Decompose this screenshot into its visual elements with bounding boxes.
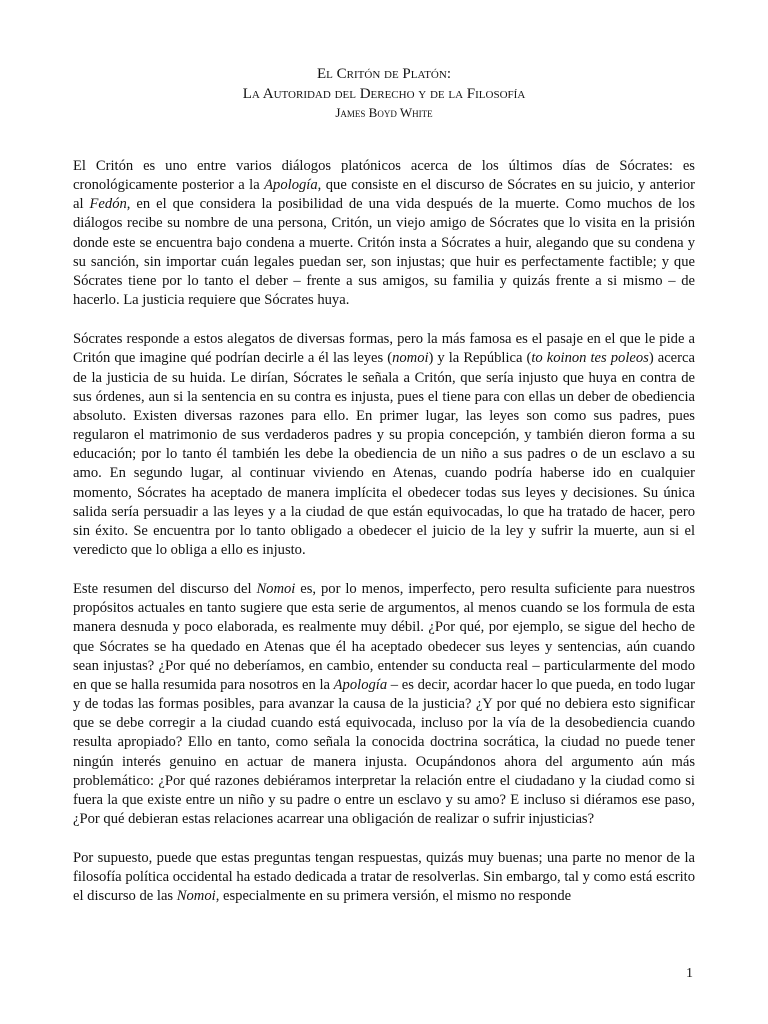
italic-text: Nomoi (176, 888, 216, 905)
text-run: Este resumen del discurso del (73, 581, 257, 598)
italic-text: Apología (264, 177, 318, 194)
document-subtitle: La Autoridad del Derecho y de la Filosofía (242, 86, 526, 102)
text-run: El Critón es uno entre varios diálogos platónicos acerca de los últimos días de Sócrates: es cronológicamente posterior a la (73, 158, 695, 194)
text-run: es, por lo menos, imperfecto, pero resulta suficiente para nuestros propósitos actuales en tanto sugiere que esta serie de argumentos, al menos cuando se los formula de esta manera desnuda y poco elaborada, es realmente muy débil. ¿Por qué, por ejemplo, se sigue del hecho de que Sócrates se ha quedado en Atenas que él ha aceptado obedecer sus leyes y sentencias, aún cuando sean injustas? ¿Por qué no deberíamos, en cambio, entender su conducta real – particularmente del modo en que se halla resumida para nosotros en la (73, 581, 696, 693)
document-title: El Critón de Platón: (317, 66, 451, 82)
paragraph (73, 849, 695, 906)
paragraph (73, 157, 695, 310)
document-page (73, 64, 695, 927)
italic-text: nomoi (392, 350, 429, 367)
text-run: Por supuesto, puede que estas preguntas tengan respuestas, quizás muy buenas; una parte no menor de la filosofía política occidental ha estado dedicada a tratar de resolverlas. Sin embargo, tal y como está escrito el discurso de las (73, 850, 695, 905)
italic-text: Fedón (89, 196, 127, 213)
text-run: Sócrates responde a estos alegatos de diversas formas, pero la más famosa es el pasaje en el que le pide a Critón que imagine qué podrían decirle a él las leyes ( (73, 331, 695, 367)
text-run: , especialmente en su primera versión, el mismo no responde (215, 888, 572, 905)
text-run: ) y la República ( (428, 350, 532, 367)
text-run: , que consiste en el discurso de Sócrates en su juicio, y anterior al (73, 177, 695, 213)
page-number: 1 (686, 966, 693, 981)
italic-text: to koinon tes poleos (531, 350, 649, 367)
text-run: – es decir, acordar hacer lo que pueda, en todo lugar y de todas las formas posibles, para avanzar la causa de la justicia? ¿Y por qué no debiera esto significar que se debe corregir a la ciudad cuando está equivocada, incluso por la vía de la desobediencia cuando resulta apropiado? Ello en tanto, como señala la conocida doctrina socrática, la ciudad no puede tener ningún interés genuino en actuar de manera injusta. Ocupándonos ahora del argumento aún más problemático: ¿Por qué razones debiéramos interpretar la relación entre el ciudadano y la ciudad como si fuera la que existe entre un niño y su padre o entre un esclavo y su amo? E incluso si diéramos ese paso, ¿Por qué debieran estas relaciones acarrear una obligación de realizar o sufrir injusticias? (73, 676, 695, 827)
body-text (73, 157, 695, 907)
text-run: , en el que considera la posibilidad de una vida después de la muerte. Como muchos de los diálogos recibe su nombre de una persona, Critón, un viejo amigo de Sócrates que lo visita en la prisión donde este se encuentra bajo condena a muerte. Critón insta a Sócrates a huir, alegando que su condena y su sanción, sin importar cuán legales puedan ser, son injustas; que huir es perfectamente factible; y que Sócrates tiene por lo tanto el deber – frente a sus amigos, su familia y quizás frente a si mismo – de hacerlo. La justicia requiere que Sócrates huya. (73, 196, 695, 309)
text-run: ) acerca de la justicia de su huida. Le dirían, Sócrates le señala a Critón, que sería injusto que huya en contra de sus órdenes, aun si la sentencia en su contra es injusta, pues el tiene para con ellas un deber de obediencia absoluto. Existen diversas razones para ello. En primer lugar, las leyes son como sus padres, pues regularon el matrimonio de sus verdaderos padres y su propia concepción, y también dieron forma a su educación; por lo tanto él también les debe la obediencia de un niño a sus padres o de un esclavo a su amo. En segundo lugar, al continuar viviendo en Atenas, cuando podría haberse ido en cualquier momento, Sócrates ha aceptado de manera implícita el obedecer todas sus leyes y decisiones. Su única salida sería persuadir a las leyes y a la ciudad de que están equivocadas, lo que ha tratado de hacer, pero sin éxito. Se encuentra por lo tanto obligado a obedecer el juicio de la ley y sufrir la muerte, aun si el veredicto que lo obliga a ello es injusto. (73, 350, 695, 558)
italic-text: Nomoi (256, 581, 296, 598)
author-name: James Boyd White (335, 105, 433, 120)
paragraph (73, 330, 695, 560)
italic-text: Apología (333, 676, 388, 693)
paragraph (73, 580, 695, 829)
